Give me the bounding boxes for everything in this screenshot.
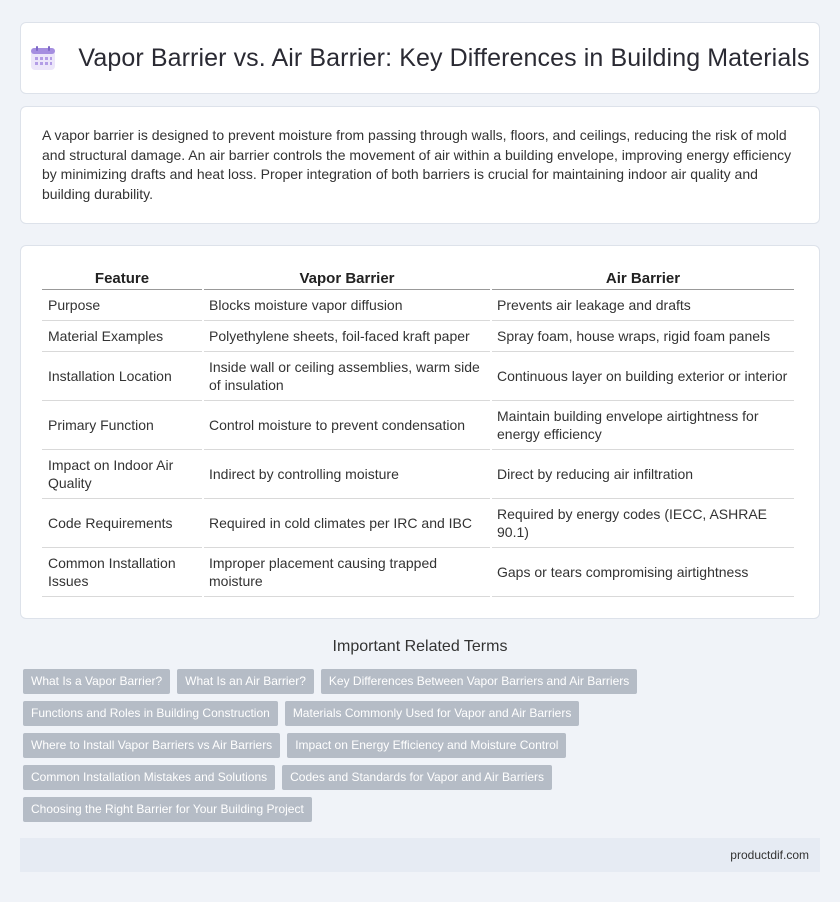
table-header-row [42,268,794,290]
related-term-link[interactable]: Key Differences Between Vapor Barriers and Air Barriers [321,669,637,694]
related-term-link[interactable]: Impact on Energy Efficiency and Moisture Control [287,733,566,758]
table-row [42,499,794,548]
related-term-link[interactable]: What Is a Vapor Barrier? [23,669,170,694]
air-barrier-cell: Spray foam, house wraps, rigid foam panels [492,321,794,352]
calendar-grid-icon [30,45,56,71]
comparison-table [40,268,796,597]
feature-cell: Impact on Indoor Air Quality [42,450,202,499]
related-terms-title: Important Related Terms [332,638,508,655]
table-row [42,401,794,450]
related-term-link[interactable]: What Is an Air Barrier? [177,669,314,694]
related-term-link[interactable]: Common Installation Mistakes and Solutions [23,765,275,790]
page-title: Vapor Barrier vs. Air Barrier: Key Differences in Building Materials [78,43,810,72]
vapor-barrier-cell: Polyethylene sheets, foil-faced kraft paper [204,321,490,352]
related-term-link[interactable]: Materials Commonly Used for Vapor and Air Barriers [285,701,580,726]
feature-cell: Purpose [42,290,202,321]
header-card [20,22,820,94]
vapor-barrier-cell: Improper placement causing trapped moisture [204,548,490,597]
feature-cell: Common Installation Issues [42,548,202,597]
vapor-barrier-cell: Required in cold climates per IRC and IBC [204,499,490,548]
air-barrier-cell: Direct by reducing air infiltration [492,450,794,499]
table-row [42,548,794,597]
air-barrier-cell: Gaps or tears compromising airtightness [492,548,794,597]
feature-cell: Primary Function [42,401,202,450]
vapor-barrier-cell: Inside wall or ceiling assemblies, warm side of insulation [204,352,490,401]
vapor-barrier-cell: Blocks moisture vapor diffusion [204,290,490,321]
comparison-table-card [20,245,820,619]
related-term-link[interactable]: Where to Install Vapor Barriers vs Air Barriers [23,733,280,758]
footer-site-name: productdif.com [730,848,809,862]
table-row [42,321,794,352]
related-term-link[interactable]: Choosing the Right Barrier for Your Building Project [23,797,312,822]
intro-card [20,106,820,224]
related-terms-section [20,638,820,829]
related-terms-tags [20,669,820,829]
air-barrier-cell: Prevents air leakage and drafts [492,290,794,321]
feature-cell: Code Requirements [42,499,202,548]
air-barrier-cell: Maintain building envelope airtightness for energy efficiency [492,401,794,450]
column-header-vapor-barrier: Vapor Barrier [204,268,490,290]
column-header-air-barrier: Air Barrier [492,268,794,290]
vapor-barrier-cell: Indirect by controlling moisture [204,450,490,499]
vapor-barrier-cell: Control moisture to prevent condensation [204,401,490,450]
column-header-feature: Feature [42,268,202,290]
table-row [42,450,794,499]
air-barrier-cell: Continuous layer on building exterior or interior [492,352,794,401]
related-term-link[interactable]: Functions and Roles in Building Construction [23,701,278,726]
air-barrier-cell: Required by energy codes (IECC, ASHRAE 90.1) [492,499,794,548]
feature-cell: Installation Location [42,352,202,401]
table-row [42,290,794,321]
intro-paragraph: A vapor barrier is designed to prevent moisture from passing through walls, floors, and ceilings, reducing the risk of mold and structural damage. An air barrier controls the movement of air within a building envelope, improving energy efficiency by minimizing drafts and heat loss. Proper integration of both barriers is crucial for maintaining indoor air quality and building durability. [42,127,792,202]
feature-cell: Material Examples [42,321,202,352]
table-row [42,352,794,401]
footer [20,838,820,872]
related-term-link[interactable]: Codes and Standards for Vapor and Air Barriers [282,765,552,790]
